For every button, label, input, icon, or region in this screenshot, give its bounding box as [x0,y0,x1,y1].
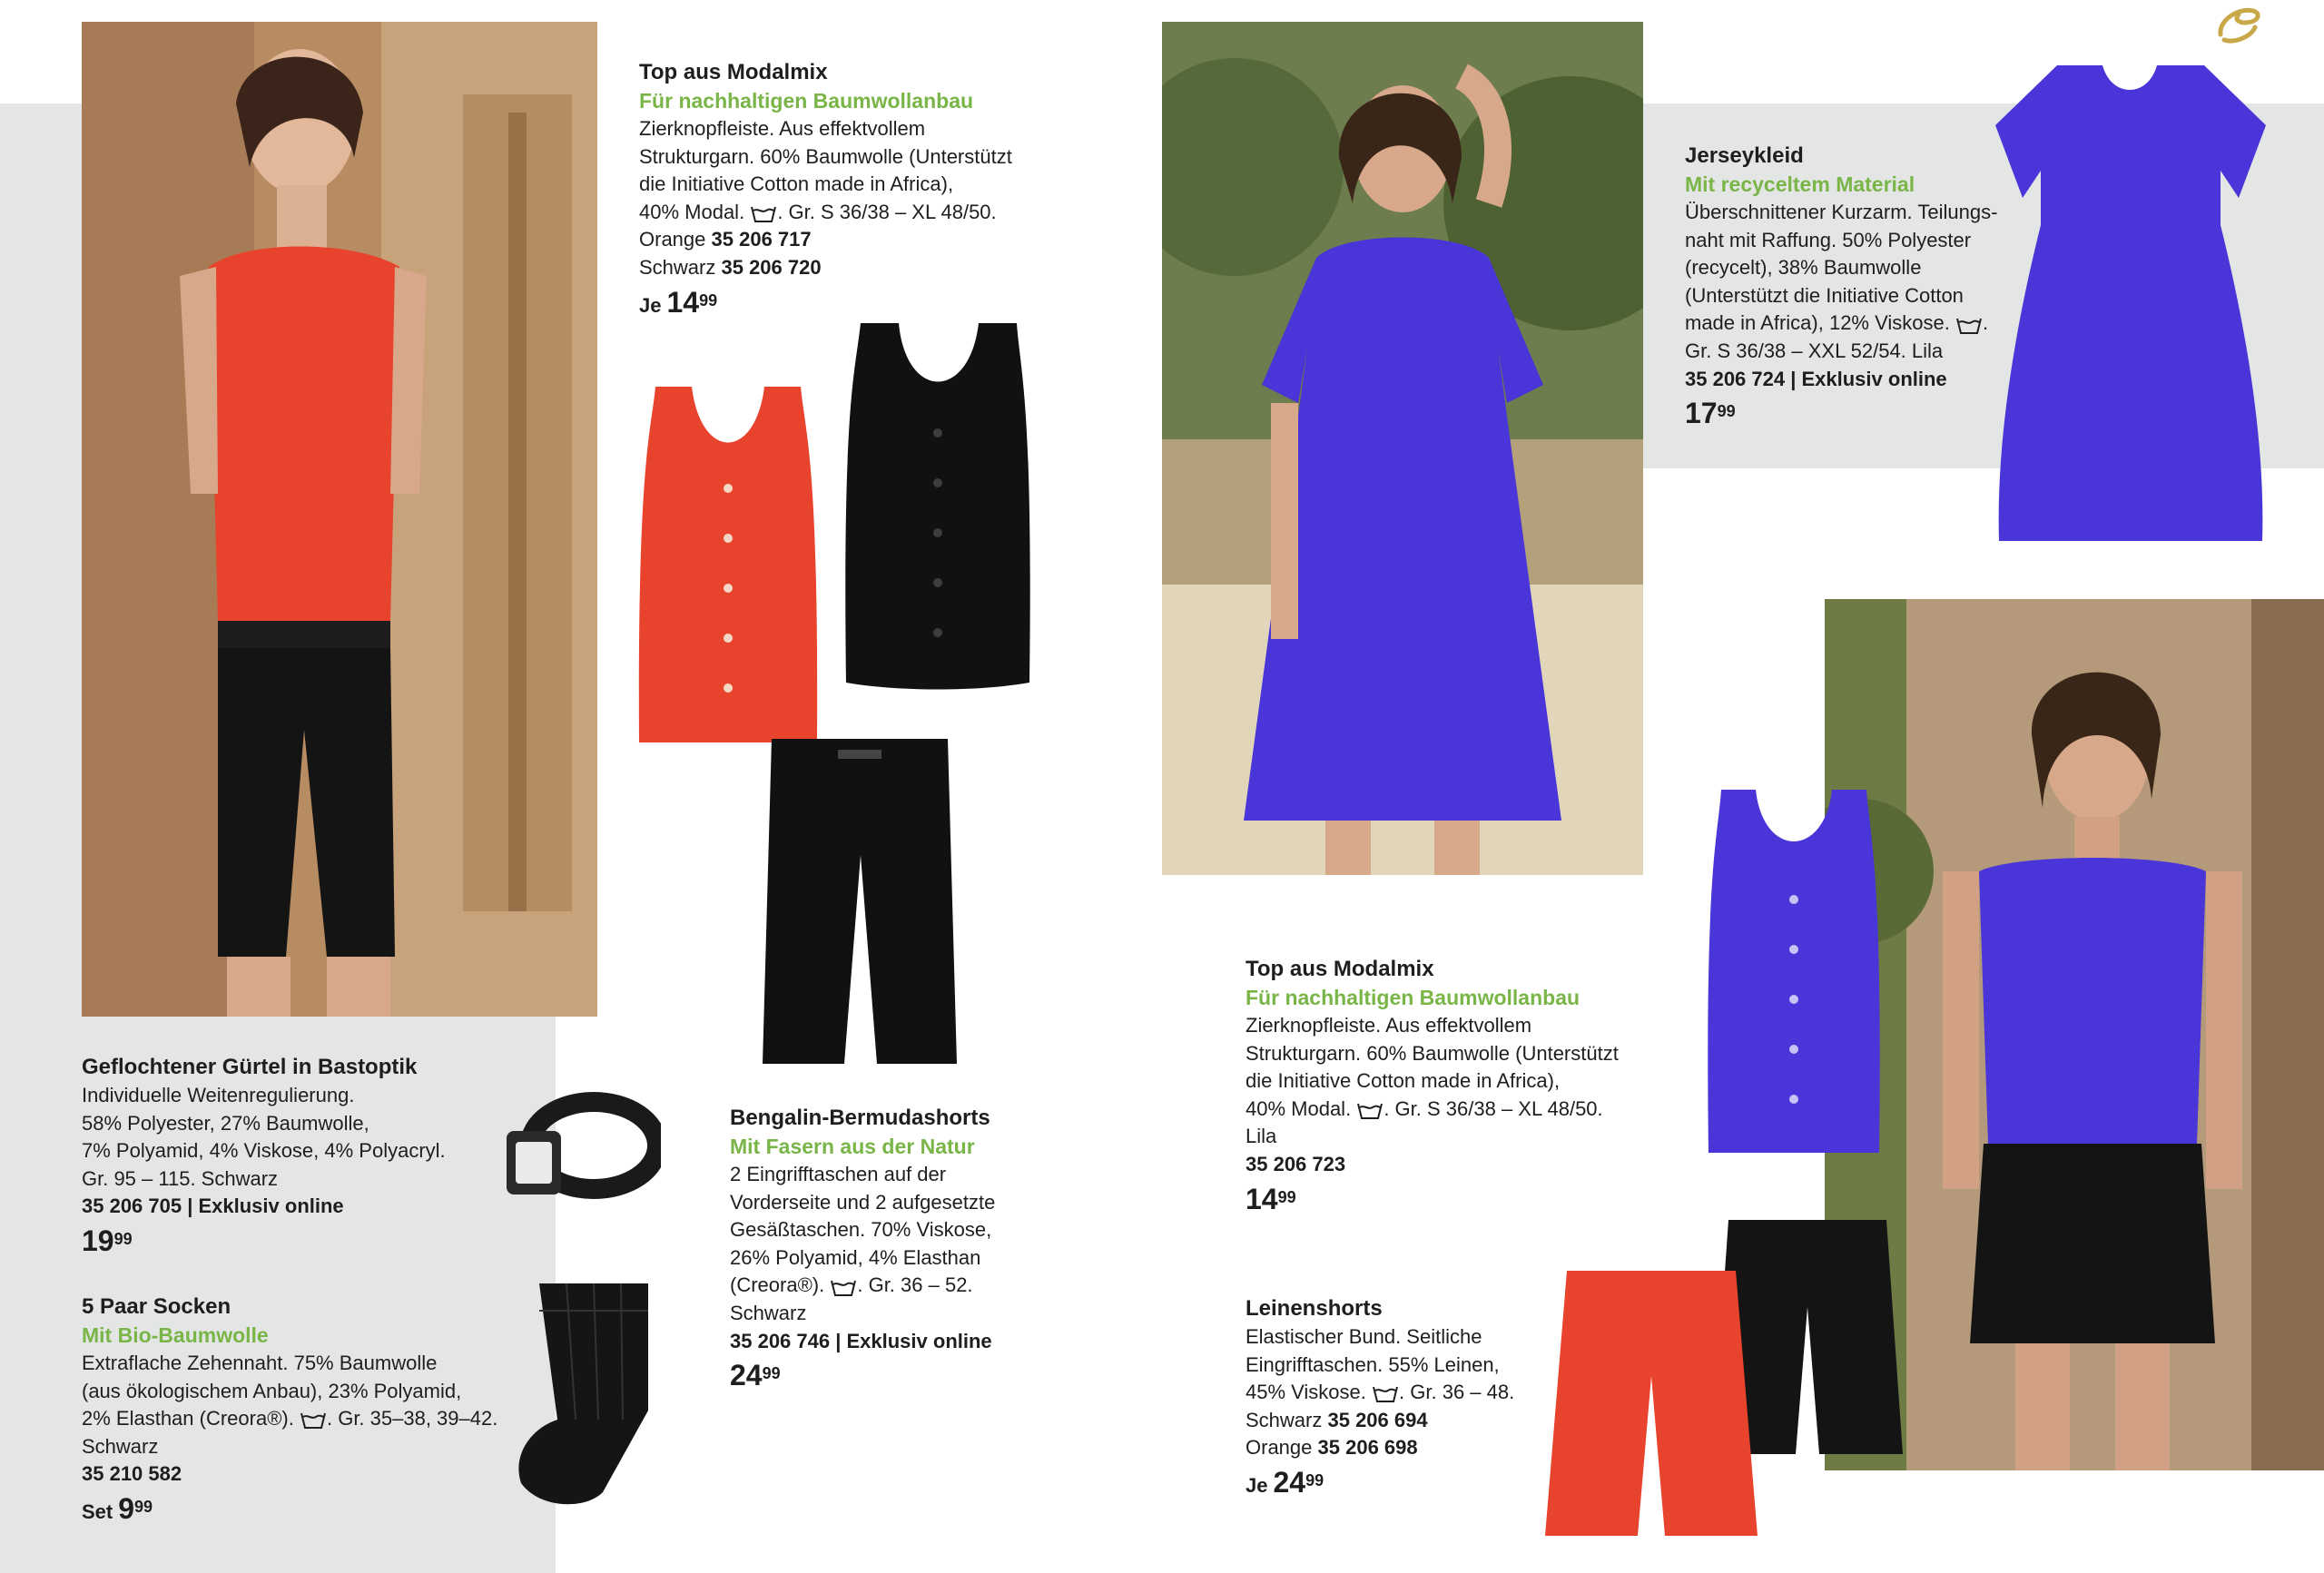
price: Je $14^{99}$ [639,285,718,319]
variant-line: Orange 35 206 717 [639,228,812,251]
product-dress [1685,142,2030,429]
price: $14^{99}$ [1246,1182,1296,1215]
black-bermuda-shorts-image [761,737,959,1067]
size-line: Gr. S 36/38 – XXL 52/54. Lila [1685,339,1944,362]
product-linen-shorts [1246,1294,1545,1502]
article-number: 35 206 724 | Exklusiv online [1685,367,1947,390]
product-title: Top aus Modalmix [1246,957,1434,981]
desc-line: (aus ökologischem Anbau), 23% Polyamid, [82,1379,462,1402]
product-subtitle: Für nachhaltigen Baumwollanbau [639,89,974,113]
wash-care-icon [1955,315,1983,335]
article-number: 35 206 705 | Exklusiv online [82,1194,344,1218]
coffee-bean-logo-icon [2211,0,2266,47]
variant-line: Orange 35 206 698 [1246,1436,1418,1460]
desc-line: 2 Eingrifftaschen auf der [730,1163,947,1185]
black-top-product-image [842,320,1033,693]
article-number: 35 210 582 [82,1462,182,1486]
desc-line: die Initiative Cotton made in Africa), [1246,1069,1561,1093]
product-top-orange [639,58,1066,322]
variant-line: Schwarz 35 206 694 [1246,1408,1428,1431]
desc-line: Elastischer Bund. Seitliche [1246,1325,1482,1348]
desc-line: die Initiative Cotton made in Africa), [639,172,954,196]
care-line: made in Africa), 12% Viskose. . [1685,311,1989,335]
desc-line: Überschnittener Kurzarm. Teilungs- [1685,201,1998,223]
price: Set $9^{99}$ [82,1491,153,1525]
care-line: (Creora®). . Gr. 36 – 52. [730,1273,973,1297]
color-line: Lila [1246,1125,1277,1148]
product-title: Leinenshorts [1246,1296,1383,1321]
price: $19^{99}$ [82,1224,133,1257]
desc-line: Vorderseite und 2 aufgesetzte [730,1190,996,1214]
lila-top-product-image [1705,786,1883,1160]
desc-line: Zierknopfleiste. Aus effektvollem [1246,1014,1532,1037]
product-belt [82,1053,517,1257]
product-subtitle: Mit Bio-Baumwolle [82,1323,269,1347]
desc-line: (Unterstützt die Initiative Cotton [1685,283,1964,307]
color-line: Schwarz [82,1434,159,1458]
product-subtitle: Mit recyceltem Material [1685,172,1915,196]
desc-line: Eingrifftaschen. 55% Leinen, [1246,1352,1500,1376]
desc-line: naht mit Raffung. 50% Polyester [1685,228,1972,251]
desc-line: Strukturgarn. 60% Baumwolle (Unterstützt [1246,1041,1619,1065]
black-socks-image [503,1274,668,1510]
product-title: Bengalin-Bermudashorts [730,1106,990,1130]
desc-line: Individuelle Weitenregulierung. [82,1084,355,1106]
care-line: 45% Viskose. . Gr. 36 – 48. [1246,1381,1515,1404]
wash-care-icon [830,1277,857,1297]
purple-dress-product-image [1994,62,2268,545]
desc-line: Gr. 95 – 115. Schwarz [82,1166,279,1190]
desc-line: Extraflache Zehennaht. 75% Baumwolle [82,1352,438,1374]
product-socks [82,1293,517,1529]
care-line: 2% Elasthan (Creora®). . Gr. 35–38, 39–42. [82,1407,498,1430]
wash-care-icon [1356,1100,1384,1120]
care-line: 40% Modal. . Gr. S 36/38 – XL 48/50. [1246,1096,1603,1120]
desc-line: Strukturgarn. 60% Baumwolle (Unterstützt [639,144,1012,168]
braided-belt-image [494,1086,661,1204]
desc-line: Zierknopfleiste. Aus effektvollem [639,117,926,140]
desc-line: (recycelt), 38% Baumwolle [1685,256,1922,280]
woman-purple-dress-photo [1162,22,1643,875]
brand-logo [2211,0,2266,47]
desc-line: 26% Polyamid, 4% Elasthan [730,1245,981,1269]
article-number: 35 206 723 [1246,1152,1346,1175]
wash-care-icon [300,1410,327,1430]
product-subtitle: Für nachhaltigen Baumwollanbau [1246,986,1581,1009]
price: $17^{99}$ [1685,397,1736,430]
wash-care-icon [750,203,777,223]
price: $24^{99}$ [730,1359,781,1392]
desc-line: Gesäßtaschen. 70% Viskose, [730,1218,992,1242]
product-title: Geflochtener Gürtel in Bastoptik [82,1055,418,1079]
care-line: 40% Modal. . Gr. S 36/38 – XL 48/50. [639,200,997,223]
wash-care-icon [1372,1383,1399,1403]
article-number: 35 206 746 | Exklusiv online [730,1329,992,1352]
color-line: Schwarz [730,1301,807,1324]
product-title: Jerseykleid [1685,143,1804,168]
variant-line: Schwarz 35 206 720 [639,255,822,279]
product-title: 5 Paar Socken [82,1294,231,1319]
product-title: Top aus Modalmix [639,60,828,84]
price: Je $24^{99}$ [1246,1465,1324,1499]
orange-linen-shorts-image [1543,1267,1759,1539]
orange-top-product-image [637,379,819,752]
desc-line: 7% Polyamid, 4% Viskose, 4% Polyacryl. [82,1139,446,1163]
product-top-lila [1246,955,1681,1215]
product-bermuda [730,1104,1129,1391]
woman-orange-top-photo [82,22,597,1017]
product-subtitle: Mit Fasern aus der Natur [730,1135,975,1158]
desc-line: 58% Polyester, 27% Baumwolle, [82,1111,369,1135]
